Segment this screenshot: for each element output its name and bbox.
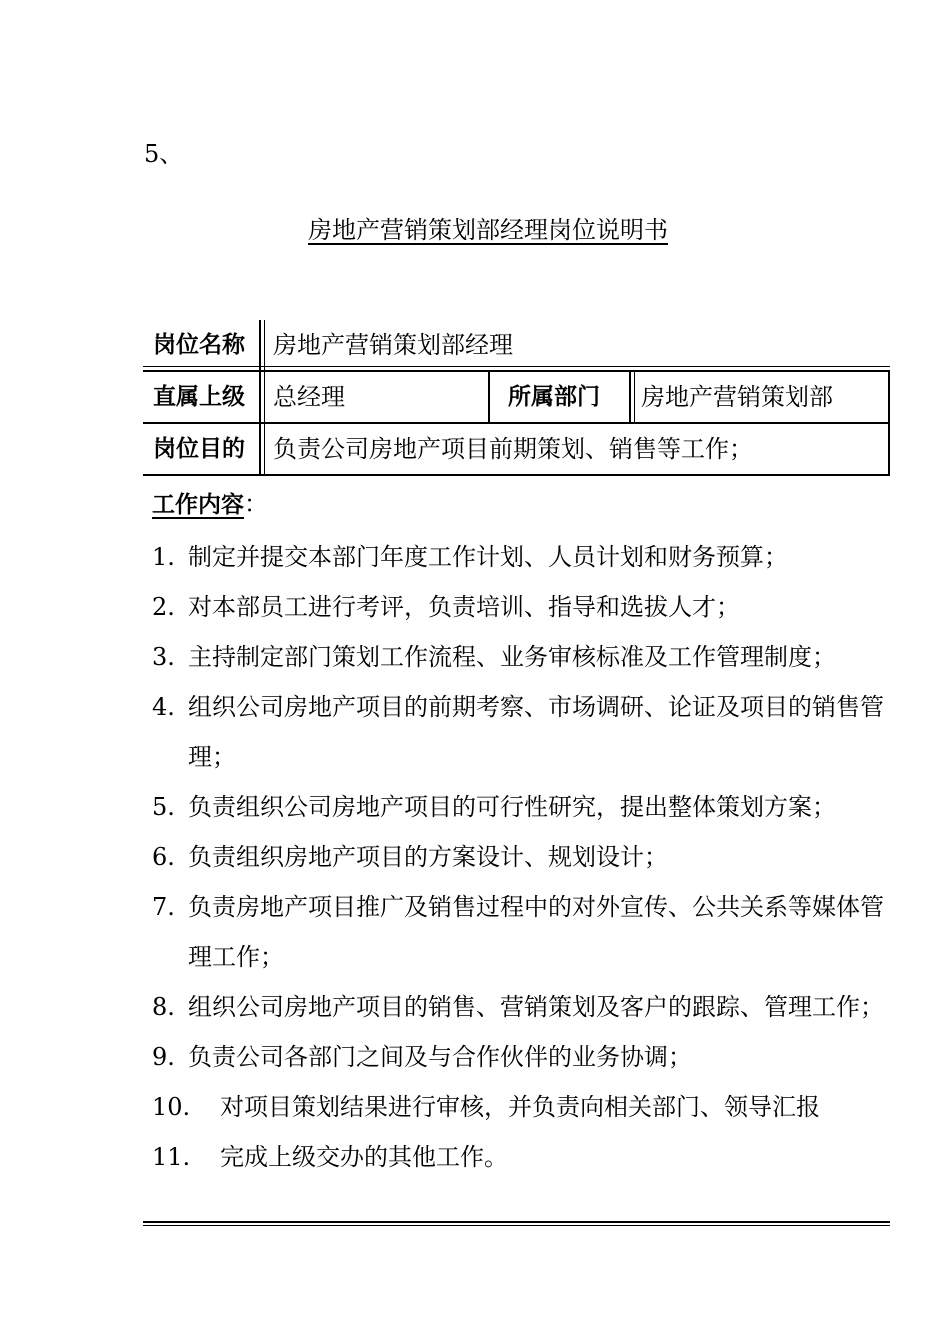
duty-text: 制定并提交本部门年度工作计划、人员计划和财务预算； <box>188 543 788 571</box>
duty-text: 负责房地产项目推广及销售过程中的对外宣传、公共关系等媒体管理工作； <box>188 893 884 971</box>
supervisor-row <box>143 372 890 424</box>
position-name-label: 岗位名称 <box>153 332 245 358</box>
duty-text: 负责组织房地产项目的方案设计、规划设计； <box>188 843 668 871</box>
duty-list <box>152 532 892 1182</box>
purpose-row <box>143 424 890 476</box>
duty-text: 组织公司房地产项目的销售、营销策划及客户的跟踪、管理工作； <box>188 993 884 1021</box>
duty-number: 1. <box>152 543 175 571</box>
job-info-table <box>143 320 890 476</box>
duty-number: 3. <box>152 643 175 671</box>
duty-number: 10. <box>152 1093 191 1121</box>
supervisor-value: 总经理 <box>273 383 345 411</box>
position-name-value: 房地产营销策划部经理 <box>273 331 513 359</box>
duty-number: 11. <box>152 1143 191 1171</box>
column-divider <box>259 424 261 474</box>
column-divider <box>259 372 261 422</box>
duty-number: 6. <box>152 843 175 871</box>
column-divider <box>629 372 631 422</box>
duty-item <box>152 582 892 632</box>
duty-item <box>152 782 892 832</box>
work-content-heading-colon: ： <box>244 490 268 518</box>
duty-text: 完成上级交办的其他工作。 <box>220 1143 508 1171</box>
duty-text: 对项目策划结果进行审核，并负责向相关部门、领导汇报 <box>220 1093 820 1121</box>
duty-item <box>152 532 892 582</box>
duty-number: 9. <box>152 1043 175 1071</box>
duty-item <box>152 632 892 682</box>
duty-number: 4. <box>152 693 175 721</box>
duty-number: 7. <box>152 893 175 921</box>
work-content-heading <box>152 484 268 525</box>
duty-text: 负责公司各部门之间及与合作伙伴的业务协调； <box>188 1043 692 1071</box>
duty-item <box>152 982 892 1032</box>
duty-item <box>152 1032 892 1082</box>
duty-item <box>152 1132 892 1182</box>
table-right-border <box>888 424 890 474</box>
table-right-border <box>888 372 890 422</box>
duty-number: 5. <box>152 793 175 821</box>
purpose-label: 岗位目的 <box>153 436 245 462</box>
duty-item <box>152 1082 892 1132</box>
bottom-rule <box>143 1221 890 1223</box>
duty-number: 8. <box>152 993 175 1021</box>
document-title: 房地产营销策划部经理岗位说明书 <box>308 216 668 244</box>
work-content-heading-text: 工作内容 <box>152 492 244 518</box>
duty-text: 对本部员工进行考评，负责培训、指导和选拔人才； <box>188 593 740 621</box>
duty-text: 组织公司房地产项目的前期考察、市场调研、论证及项目的销售管理； <box>188 693 884 771</box>
duty-text: 负责组织公司房地产项目的可行性研究，提出整体策划方案； <box>188 793 836 821</box>
supervisor-label: 直属上级 <box>153 384 245 410</box>
duty-item <box>152 882 892 982</box>
column-divider <box>259 320 261 370</box>
purpose-value: 负责公司房地产项目前期策划、销售等工作； <box>273 435 753 463</box>
position-name-row <box>143 320 890 372</box>
duty-item <box>152 832 892 882</box>
column-divider <box>488 372 490 422</box>
duty-item <box>152 682 892 782</box>
department-label: 所属部门 <box>508 384 600 410</box>
section-number: 5、 <box>144 140 184 168</box>
duty-number: 2. <box>152 593 175 621</box>
duty-text: 主持制定部门策划工作流程、业务审核标准及工作管理制度； <box>188 643 836 671</box>
department-value: 房地产营销策划部 <box>641 383 833 411</box>
